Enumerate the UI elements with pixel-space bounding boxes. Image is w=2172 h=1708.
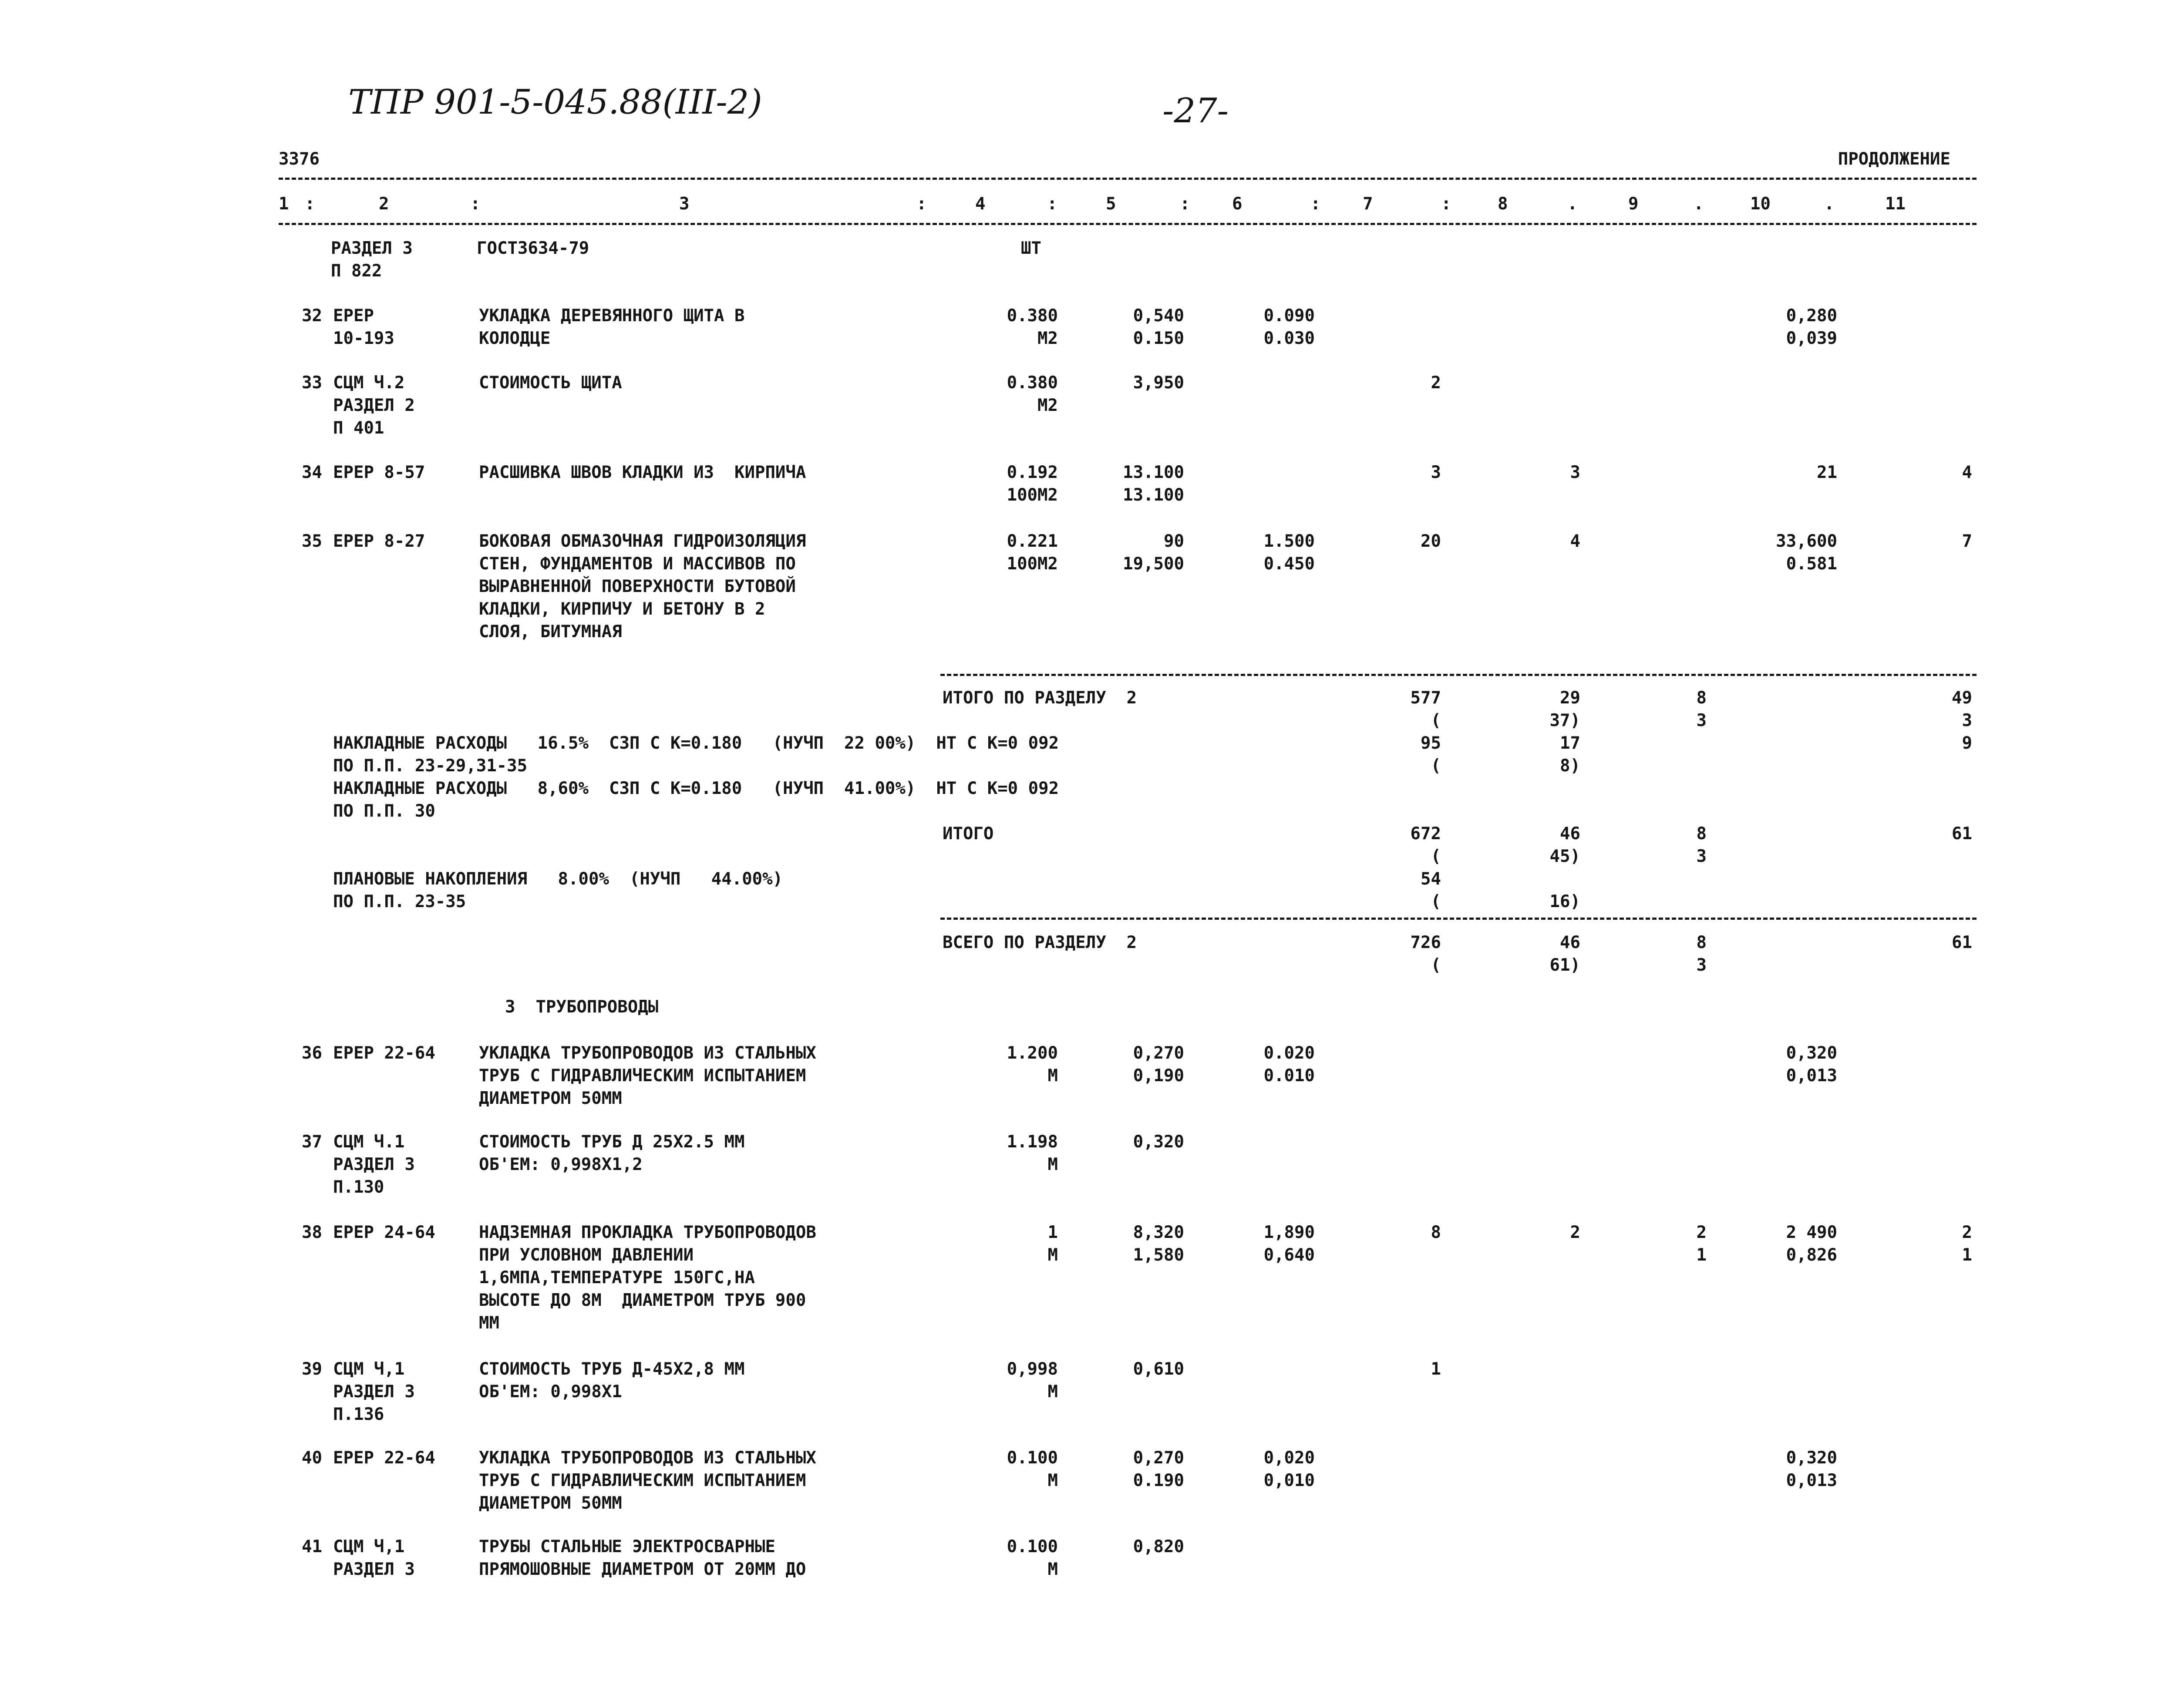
- row-basis: ЕРЕР: [333, 306, 374, 326]
- row-description: УКЛАДКА ДЕРЕВЯННОГО ЩИТА В: [479, 306, 745, 326]
- row-basis: ЕРЕР 8-57: [333, 463, 425, 482]
- subtotal-c7-1: 672: [1410, 824, 1441, 844]
- subtotal-label: ИТОГО: [943, 824, 994, 844]
- row-c10: 0,013: [1786, 1066, 1837, 1086]
- total-c11-1: 49: [1952, 688, 1972, 708]
- row-basis: ЕРЕР 22-64: [333, 1448, 435, 1468]
- total-c9-1: 8: [1696, 688, 1707, 708]
- row-c5: 0,320: [1133, 1132, 1184, 1152]
- row-c7: 3: [1431, 463, 1441, 482]
- row-c10: 0,320: [1786, 1448, 1837, 1468]
- column-number-3: 3: [679, 194, 690, 214]
- total-c7-2: (: [1431, 711, 1441, 730]
- subtotal-c7-2: (: [1431, 847, 1441, 866]
- row-basis: П.136: [333, 1405, 384, 1424]
- row-c6: 0,640: [1263, 1245, 1315, 1265]
- row-description: СЛОЯ, БИТУМНАЯ: [479, 622, 622, 642]
- row-c5: 0.150: [1133, 329, 1184, 348]
- row-description: ДИАМЕТРОМ 50ММ: [479, 1089, 622, 1108]
- planned-c7-1: 54: [1421, 869, 1441, 889]
- row-description: УКЛАДКА ТРУБОПРОВОДОВ ИЗ СТАЛЬНЫХ: [479, 1448, 816, 1468]
- row-c7: 20: [1421, 531, 1441, 551]
- row-c11: 2: [1962, 1223, 1972, 1242]
- column-separator: :: [1441, 194, 1451, 214]
- row-qty: 100М2: [1007, 485, 1058, 505]
- row-c10: 2 490: [1786, 1223, 1837, 1242]
- row-c5: 0,820: [1133, 1537, 1184, 1557]
- overhead1-c7-2: (: [1431, 756, 1441, 776]
- total-c11-2: 3: [1962, 711, 1972, 730]
- row-description: ПРЯМОШОВНЫЕ ДИАМЕТРОМ ОТ 20ММ ДО: [479, 1560, 806, 1579]
- row-c9: 2: [1696, 1223, 1707, 1242]
- document-code: ТПР 901-5-045.88(III-2): [348, 83, 762, 122]
- column-separator: :: [1047, 194, 1057, 214]
- row-qty: М: [1047, 1560, 1058, 1579]
- row-description: КЛАДКИ, КИРПИЧУ И БЕТОНУ В 2: [479, 599, 765, 619]
- column-separator: :: [305, 194, 315, 214]
- row-c6: 0.450: [1263, 554, 1315, 574]
- row-c6: 0.030: [1263, 329, 1315, 348]
- column-separator: .: [1824, 194, 1835, 214]
- column-separator: :: [1310, 194, 1321, 214]
- row-description: ВЫСОТЕ ДО 8М ДИАМЕТРОМ ТРУБ 900: [479, 1291, 806, 1310]
- row-number: 41: [302, 1537, 322, 1557]
- row-c5: 0,610: [1133, 1359, 1184, 1379]
- row-basis: СЦМ Ч,1: [333, 1537, 405, 1557]
- row-c5: 0.190: [1133, 1471, 1184, 1490]
- column-number-11: 11: [1885, 194, 1906, 214]
- row-basis: СЦМ Ч.1: [333, 1132, 405, 1152]
- row-c5: 13.100: [1123, 463, 1184, 482]
- row-number: 35: [302, 531, 322, 551]
- row-description: ТРУБЫ СТАЛЬНЫЕ ЭЛЕКТРОСВАРНЫЕ: [479, 1537, 775, 1557]
- grand-c7-2: (: [1431, 955, 1441, 975]
- row-c8: 4: [1570, 531, 1580, 551]
- row-number: 40: [302, 1448, 322, 1468]
- intro-basis-1: РАЗДЕЛ 3: [331, 239, 413, 258]
- grand-c7-1: 726: [1410, 933, 1441, 952]
- summary-rule-2: [940, 918, 1977, 920]
- row-number: 32: [302, 306, 322, 326]
- row-description: НАДЗЕМНАЯ ПРОКЛАДКА ТРУБОПРОВОДОВ: [479, 1223, 816, 1242]
- column-separator: :: [916, 194, 927, 214]
- column-separator: :: [1180, 194, 1190, 214]
- row-c5: 0,270: [1133, 1448, 1184, 1468]
- row-c10: 21: [1817, 463, 1837, 482]
- row-c10: 33,600: [1776, 531, 1837, 551]
- header-rule-bottom: [279, 223, 1977, 225]
- row-description: СТОИМОСТЬ ТРУБ Д 25Х2.5 ММ: [479, 1132, 745, 1152]
- column-number-9: 9: [1628, 194, 1639, 214]
- row-qty: М: [1047, 1382, 1058, 1402]
- row-basis: ЕРЕР 8-27: [333, 531, 425, 551]
- row-c6: 0.090: [1263, 306, 1315, 326]
- row-qty: 0.100: [1007, 1537, 1058, 1557]
- row-c6: 0,020: [1263, 1448, 1315, 1468]
- overhead1-line-2: ПО П.П. 23-29,31-35: [333, 756, 528, 776]
- grand-c8-1: 46: [1560, 933, 1580, 952]
- subtotal-c9-1: 8: [1696, 824, 1707, 844]
- subtotal-c8-2: 45): [1549, 847, 1580, 866]
- row-description: УКЛАДКА ТРУБОПРОВОДОВ ИЗ СТАЛЬНЫХ: [479, 1043, 816, 1063]
- total-c7-1: 577: [1410, 688, 1441, 708]
- page-number: -27-: [1162, 91, 1229, 131]
- grand-c8-2: 61): [1549, 955, 1580, 975]
- row-qty: М: [1047, 1066, 1058, 1086]
- column-separator: .: [1567, 194, 1578, 214]
- row-basis: П.130: [333, 1177, 384, 1197]
- row-number: 33: [302, 373, 322, 393]
- row-basis: П 401: [333, 418, 384, 438]
- row-qty: 0.380: [1007, 373, 1058, 393]
- row-description: ДИАМЕТРОМ 50ММ: [479, 1493, 622, 1513]
- row-number: 36: [302, 1043, 322, 1063]
- row-qty: 1.198: [1007, 1132, 1058, 1152]
- row-c10: 0,320: [1786, 1043, 1837, 1063]
- row-c6: 1.500: [1263, 531, 1315, 551]
- overhead2-line-1: НАКЛАДНЫЕ РАСХОДЫ 8,60% СЗП С К=0.180 (НУЧП 41.00%) НТ С К=0 092: [333, 779, 1059, 798]
- row-description: ОБ'ЕМ: 0,998Х1: [479, 1382, 622, 1402]
- row-description: 1,6МПА,ТЕМПЕРАТУРЕ 150ГС,НА: [479, 1268, 755, 1288]
- column-separator: :: [470, 194, 481, 214]
- row-basis: РАЗДЕЛ 3: [333, 1382, 415, 1402]
- grand-c9-1: 8: [1696, 933, 1707, 952]
- row-number: 34: [302, 463, 322, 482]
- column-number-6: 6: [1232, 194, 1243, 214]
- row-basis: РАЗДЕЛ 3: [333, 1155, 415, 1174]
- row-c11: 4: [1962, 463, 1972, 482]
- section3-title: 3 ТРУБОПРОВОДЫ: [505, 997, 659, 1017]
- row-basis: РАЗДЕЛ 3: [333, 1560, 415, 1579]
- row-c5: 3,950: [1133, 373, 1184, 393]
- row-c5: 90: [1164, 531, 1184, 551]
- sheet-number: 3376: [279, 149, 320, 169]
- row-c10: 0,280: [1786, 306, 1837, 326]
- row-c5: 0,190: [1133, 1066, 1184, 1086]
- row-c9: 1: [1696, 1245, 1707, 1265]
- row-qty: 0.380: [1007, 306, 1058, 326]
- row-c10: 0,013: [1786, 1471, 1837, 1490]
- overhead1-c7-1: 95: [1421, 733, 1441, 753]
- row-qty: 0.221: [1007, 531, 1058, 551]
- overhead1-c11: 9: [1962, 733, 1972, 753]
- summary-rule-1: [940, 674, 1977, 676]
- row-c10: 0,826: [1786, 1245, 1837, 1265]
- row-c5: 0,540: [1133, 306, 1184, 326]
- overhead1-line-1: НАКЛАДНЫЕ РАСХОДЫ 16.5% СЗП С К=0.180 (НУЧП 22 00%) НТ С К=0 092: [333, 733, 1059, 753]
- column-separator: .: [1694, 194, 1704, 214]
- planned-line-1: ПЛАНОВЫЕ НАКОПЛЕНИЯ 8.00% (НУЧП 44.00%): [333, 869, 783, 889]
- column-number-5: 5: [1106, 194, 1116, 214]
- intro-description: ГОСТ3634-79: [477, 239, 589, 258]
- row-qty: 1.200: [1007, 1043, 1058, 1063]
- row-c6: 0.020: [1263, 1043, 1315, 1063]
- row-c6: 1,890: [1263, 1223, 1315, 1242]
- planned-c8: 16): [1549, 892, 1580, 911]
- row-c11: 7: [1962, 531, 1972, 551]
- subtotal-c11: 61: [1952, 824, 1972, 844]
- column-number-4: 4: [975, 194, 986, 214]
- row-c10: 0,039: [1786, 329, 1837, 348]
- row-qty: М: [1047, 1155, 1058, 1174]
- section2-total-label: ИТОГО ПО РАЗДЕЛУ 2: [943, 688, 1137, 708]
- grand-c11: 61: [1952, 933, 1972, 952]
- continuation-label: ПРОДОЛЖЕНИЕ: [1838, 149, 1950, 169]
- overhead1-c8-2: 8): [1560, 756, 1580, 776]
- row-c11: 1: [1962, 1245, 1972, 1265]
- row-description: БОКОВАЯ ОБМАЗОЧНАЯ ГИДРОИЗОЛЯЦИЯ: [479, 531, 806, 551]
- total-c9-2: 3: [1696, 711, 1707, 730]
- row-c7: 8: [1431, 1223, 1441, 1242]
- row-number: 39: [302, 1359, 322, 1379]
- row-c8: 3: [1570, 463, 1580, 482]
- overhead1-c8-1: 17: [1560, 733, 1580, 753]
- row-c7: 1: [1431, 1359, 1441, 1379]
- row-description: СТЕН, ФУНДАМЕНТОВ И МАССИВОВ ПО: [479, 554, 796, 574]
- total-c8-1: 29: [1560, 688, 1580, 708]
- column-number-8: 8: [1498, 194, 1508, 214]
- row-description: ПРИ УСЛОВНОМ ДАВЛЕНИИ: [479, 1245, 694, 1265]
- row-basis: СЦМ Ч.2: [333, 373, 405, 393]
- row-description: ВЫРАВНЕННОЙ ПОВЕРХНОСТИ БУТОВОЙ: [479, 577, 796, 596]
- row-basis: СЦМ Ч,1: [333, 1359, 405, 1379]
- row-c6: 0.010: [1263, 1066, 1315, 1086]
- row-c5: 13.100: [1123, 485, 1184, 505]
- row-c6: 0,010: [1263, 1471, 1315, 1490]
- subtotal-c8-1: 46: [1560, 824, 1580, 844]
- row-description: СТОИМОСТЬ ТРУБ Д-45Х2,8 ММ: [479, 1359, 745, 1379]
- planned-line-2: ПО П.П. 23-35: [333, 892, 466, 911]
- row-description: РАСШИВКА ШВОВ КЛАДКИ ИЗ КИРПИЧА: [479, 463, 806, 482]
- column-number-2: 2: [379, 194, 389, 214]
- row-description: КОЛОДЦЕ: [479, 329, 551, 348]
- row-c8: 2: [1570, 1223, 1580, 1242]
- row-number: 38: [302, 1223, 322, 1242]
- intro-unit: ШТ: [1021, 239, 1041, 258]
- row-basis: 10-193: [333, 329, 394, 348]
- section2-grand-label: ВСЕГО ПО РАЗДЕЛУ 2: [943, 933, 1137, 952]
- row-qty: М2: [1037, 329, 1058, 348]
- row-qty: 1: [1047, 1223, 1058, 1242]
- row-c5: 19,500: [1123, 554, 1184, 574]
- row-qty: 100М2: [1007, 554, 1058, 574]
- row-qty: М2: [1037, 396, 1058, 415]
- header-rule-top: [279, 178, 1977, 180]
- planned-c7-2: (: [1431, 892, 1441, 911]
- column-number-10: 10: [1750, 194, 1771, 214]
- row-qty: 0.192: [1007, 463, 1058, 482]
- column-number-1: 1: [279, 194, 289, 214]
- column-number-7: 7: [1363, 194, 1373, 214]
- row-description: ТРУБ С ГИДРАВЛИЧЕСКИМ ИСПЫТАНИЕМ: [479, 1066, 806, 1086]
- subtotal-c9-2: 3: [1696, 847, 1707, 866]
- row-basis: ЕРЕР 24-64: [333, 1223, 435, 1242]
- row-c5: 0,270: [1133, 1043, 1184, 1063]
- row-description: ТРУБ С ГИДРАВЛИЧЕСКИМ ИСПЫТАНИЕМ: [479, 1471, 806, 1490]
- row-description: ММ: [479, 1313, 499, 1333]
- intro-basis-2: П 822: [331, 261, 382, 281]
- row-c10: 0.581: [1786, 554, 1837, 574]
- row-basis: РАЗДЕЛ 2: [333, 396, 415, 415]
- row-number: 37: [302, 1132, 322, 1152]
- row-c5: 1,580: [1133, 1245, 1184, 1265]
- row-qty: 0,998: [1007, 1359, 1058, 1379]
- row-description: СТОИМОСТЬ ЩИТА: [479, 373, 622, 393]
- row-c7: 2: [1431, 373, 1441, 393]
- row-qty: М: [1047, 1471, 1058, 1490]
- row-c5: 8,320: [1133, 1223, 1184, 1242]
- row-basis: ЕРЕР 22-64: [333, 1043, 435, 1063]
- grand-c9-2: 3: [1696, 955, 1707, 975]
- row-qty: 0.100: [1007, 1448, 1058, 1468]
- row-qty: М: [1047, 1245, 1058, 1265]
- total-c8-2: 37): [1549, 711, 1580, 730]
- overhead2-line-2: ПО П.П. 30: [333, 801, 435, 821]
- row-description: ОБ'ЕМ: 0,998Х1,2: [479, 1155, 643, 1174]
